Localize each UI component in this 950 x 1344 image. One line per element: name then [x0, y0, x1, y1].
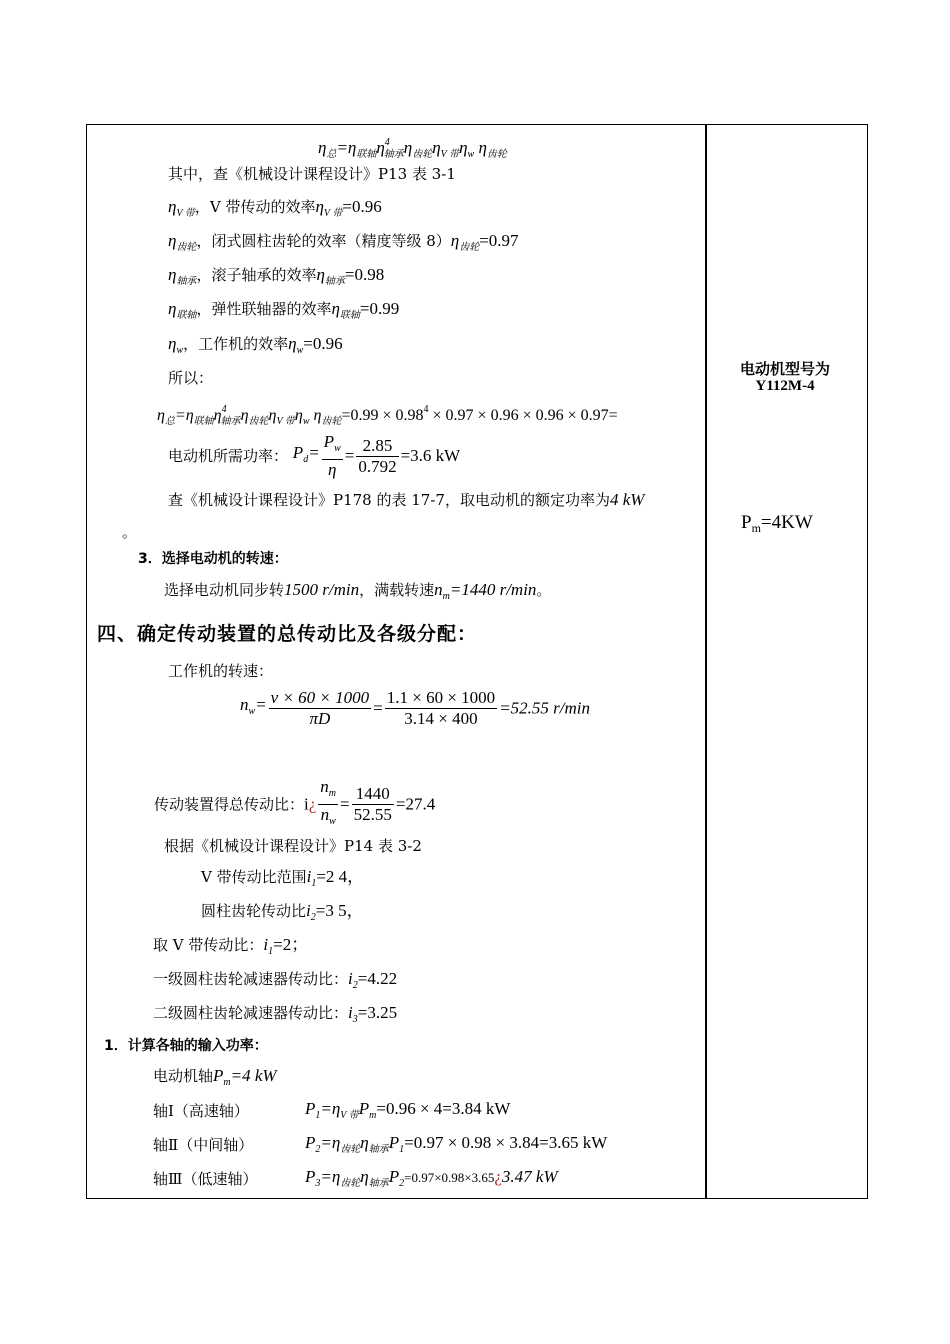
- nw-formula: $n_w=$ $\frac{v \times 60 \times 1000}{\pi D}$ = $\frac{1.1 \times 60 \times 1000}{3.14 \times 400}$ =52.55 r/min: [240, 688, 590, 728]
- lookup-line: 其中，查《机械设计课程设计》P13 表 3-1: [168, 165, 456, 183]
- section-1-title: 1．计算各轴的输入功率：: [104, 1038, 268, 1054]
- eta-total-calc: $\eta_总=\eta_{联轴}\eta^4_{轴承}\eta_{齿轮}\eta_{V 带}\eta_w$ $\eta_{齿轮}=0.99 \times 0.98^4 \times 0.97 \times 0.96 \times 0.96 \times 0.97=$: [157, 404, 618, 427]
- motor-model-label: 电动机型号为: [739, 360, 830, 378]
- shaft3-formula: $P_3=\eta_{齿轮}\eta_{轴承}P_2=0.97\times 0.98\times 3.65¿3.47$ kW: [305, 1167, 558, 1189]
- pd-line: 电动机所需功率： $P_d=$ $\frac{P_w}{\eta}$ = $\frac{2.85}{0.792}$ =3.6 kW: [168, 432, 461, 479]
- eff-gear-line: $\eta_{齿轮}$，闭式圆柱齿轮的效率（精度等级 $8)\eta_{齿轮}=0.97$: [168, 231, 519, 253]
- eff-bearing-line: $\eta_{轴承}$，滚子轴承的效率$\eta_{轴承}=0.98$: [168, 265, 385, 287]
- eta-total-formula-top: $\eta_总=\eta_{联轴}\eta^4_{轴承}\eta_{齿轮}\eta_{V 带}\eta_w$ $\eta_{齿轮}$: [318, 137, 507, 160]
- shaft1-label: 轴Ⅰ（高速轴）: [153, 1102, 249, 1120]
- so-label: 所以：: [168, 369, 214, 387]
- stage2-line: 二级圆柱齿轮减速器传动比：$i_3=3.25$: [153, 1003, 398, 1025]
- work-speed-label: 工作机的转速：: [168, 662, 274, 680]
- rated-power-summary: $P_m=4KW$: [741, 512, 813, 535]
- section-3-title: 3．选择电动机的转速：: [138, 551, 288, 567]
- eff-coupling-line: $\eta_{联轴}$，弹性联轴器的效率$\eta_{联轴}=0.99$: [168, 299, 400, 321]
- shaft3-label: 轴Ⅲ（低速轴）: [153, 1170, 258, 1188]
- motor-model-value: Y112M-4: [755, 378, 815, 394]
- total-ratio-line: 传动装置得总传动比：i¿ $\frac{n_m}{n_w}$ = $\frac{1440}{52.55}$ =27.4: [154, 777, 436, 827]
- column-divider: [705, 124, 707, 1199]
- speed-line: 选择电动机同步转1500 r/min，满载转速$n_m=1440$ r/min。: [164, 580, 552, 602]
- rated-power-line: 查《机械设计课程设计》P178 的表 17-7，取电动机的额定功率为4 kW: [168, 490, 645, 509]
- rated-power-end: 。: [122, 523, 138, 541]
- v-range-line: V 带传动比范围$i_1=2$ 4，: [201, 867, 365, 889]
- ratio-lookup: 根据《机械设计课程设计》P14 表 3-2: [164, 837, 422, 855]
- eff-work-line: $\eta_w$，工作机的效率$\eta_w=0.96$: [168, 334, 343, 356]
- shaft2-label: 轴Ⅱ（中间轴）: [153, 1136, 254, 1154]
- section-4-title: 四、确定传动装置的总传动比及各级分配：: [97, 623, 478, 645]
- eff-v-belt-line: $\eta_{V 带}$，V 带传动的效率$\eta_{V 带}=0.96$: [168, 197, 382, 219]
- motor-shaft-line: 电动机轴$P_m=4$ kW: [153, 1066, 277, 1088]
- take-v-line: 取 V 带传动比：$i_1=2$；: [153, 935, 309, 957]
- stage1-line: 一级圆柱齿轮减速器传动比：$i_2=4.22$: [153, 969, 398, 991]
- shaft1-formula: $P_1=\eta_{V 带}P_m=0.96 \times 4=3.84$ kW: [305, 1099, 511, 1121]
- shaft2-formula: $P_2=\eta_{齿轮}\eta_{轴承}P_1=0.97 \times 0.98 \times 3.84=3.65$ kW: [305, 1133, 608, 1155]
- gear-range-line: 圆柱齿轮传动比$i_2=3$ 5，: [201, 901, 364, 923]
